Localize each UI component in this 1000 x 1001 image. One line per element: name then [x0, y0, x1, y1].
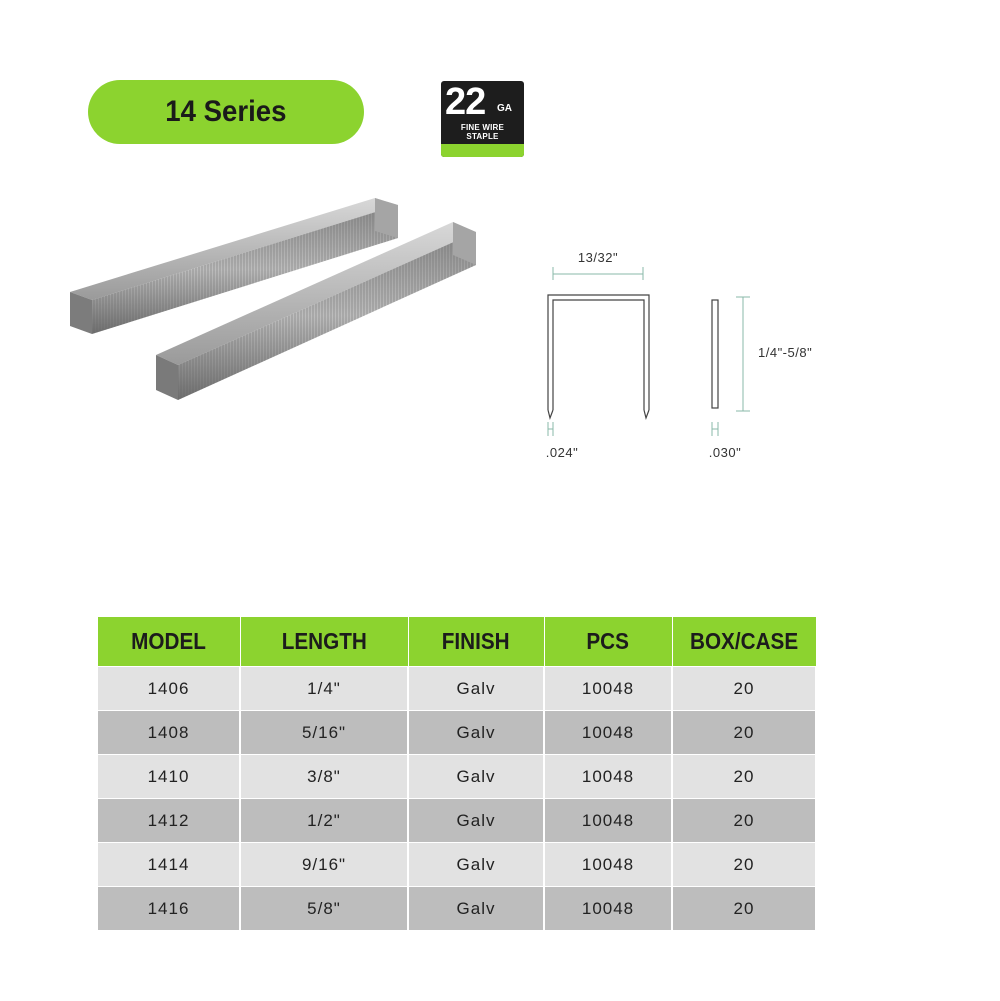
cell-box-case: 20 [672, 755, 816, 799]
gauge-line-1: FINE WIRE [460, 123, 505, 132]
cell-length: 1/2" [240, 799, 408, 843]
table-row [98, 711, 816, 755]
gauge-number: 22 [445, 81, 486, 123]
cell-finish: Galv [408, 711, 544, 755]
column-header-pcs [544, 617, 672, 667]
leg-length-label: 1/4"-5/8" [758, 345, 813, 360]
crown-width-label: 13/32" [577, 250, 619, 265]
cell-finish: Galv [408, 667, 544, 711]
table-row [98, 755, 816, 799]
wire-thickness-label: .030" [708, 445, 742, 460]
cell-length: 1/4" [240, 667, 408, 711]
cell-finish: Galv [408, 799, 544, 843]
column-header-label: PCS [586, 628, 630, 654]
cell-pcs: 10048 [544, 667, 672, 711]
cell-pcs: 10048 [544, 799, 672, 843]
cell-length: 9/16" [240, 843, 408, 887]
column-header-model [98, 617, 240, 667]
cell-box-case: 20 [672, 843, 816, 887]
cell-model: 1412 [98, 799, 240, 843]
cell-finish: Galv [408, 887, 544, 931]
column-header-length [240, 617, 408, 667]
gauge-line-2: STAPLE [466, 132, 499, 141]
table-row [98, 887, 816, 931]
table-row [98, 843, 816, 887]
cell-box-case: 20 [672, 887, 816, 931]
cell-model: 1416 [98, 887, 240, 931]
cell-box-case: 20 [672, 667, 816, 711]
cell-length: 3/8" [240, 755, 408, 799]
cell-length: 5/8" [240, 887, 408, 931]
wire-width-dimension [548, 422, 553, 436]
column-header-label: BOX/CASE [689, 628, 799, 654]
table-row [98, 667, 816, 711]
gauge-unit: GA [497, 103, 512, 114]
cell-pcs: 10048 [544, 755, 672, 799]
leg-length-dimension [736, 297, 750, 411]
column-header-box-case [672, 617, 816, 667]
column-header-label: LENGTH [281, 628, 367, 654]
cell-model: 1414 [98, 843, 240, 887]
series-title: 14 Series [165, 95, 287, 128]
column-header-finish [408, 617, 544, 667]
cell-box-case: 20 [672, 799, 816, 843]
cell-model: 1410 [98, 755, 240, 799]
cell-length: 5/16" [240, 711, 408, 755]
cell-pcs: 10048 [544, 843, 672, 887]
cell-pcs: 10048 [544, 711, 672, 755]
cell-model: 1408 [98, 711, 240, 755]
spec-table [98, 617, 817, 930]
crown-dimension [553, 267, 643, 280]
column-header-label: MODEL [131, 628, 207, 654]
table-row [98, 799, 816, 843]
staple-outline-drawing [548, 295, 649, 418]
cell-model: 1406 [98, 667, 240, 711]
wire-thickness-dimension [712, 422, 718, 436]
cell-box-case: 20 [672, 711, 816, 755]
column-header-label: FINISH [442, 628, 510, 654]
staple-side-profile [712, 300, 718, 408]
table-header-row [98, 617, 816, 667]
cell-finish: Galv [408, 843, 544, 887]
cell-finish: Galv [408, 755, 544, 799]
wire-width-label: .024" [545, 445, 579, 460]
cell-pcs: 10048 [544, 887, 672, 931]
